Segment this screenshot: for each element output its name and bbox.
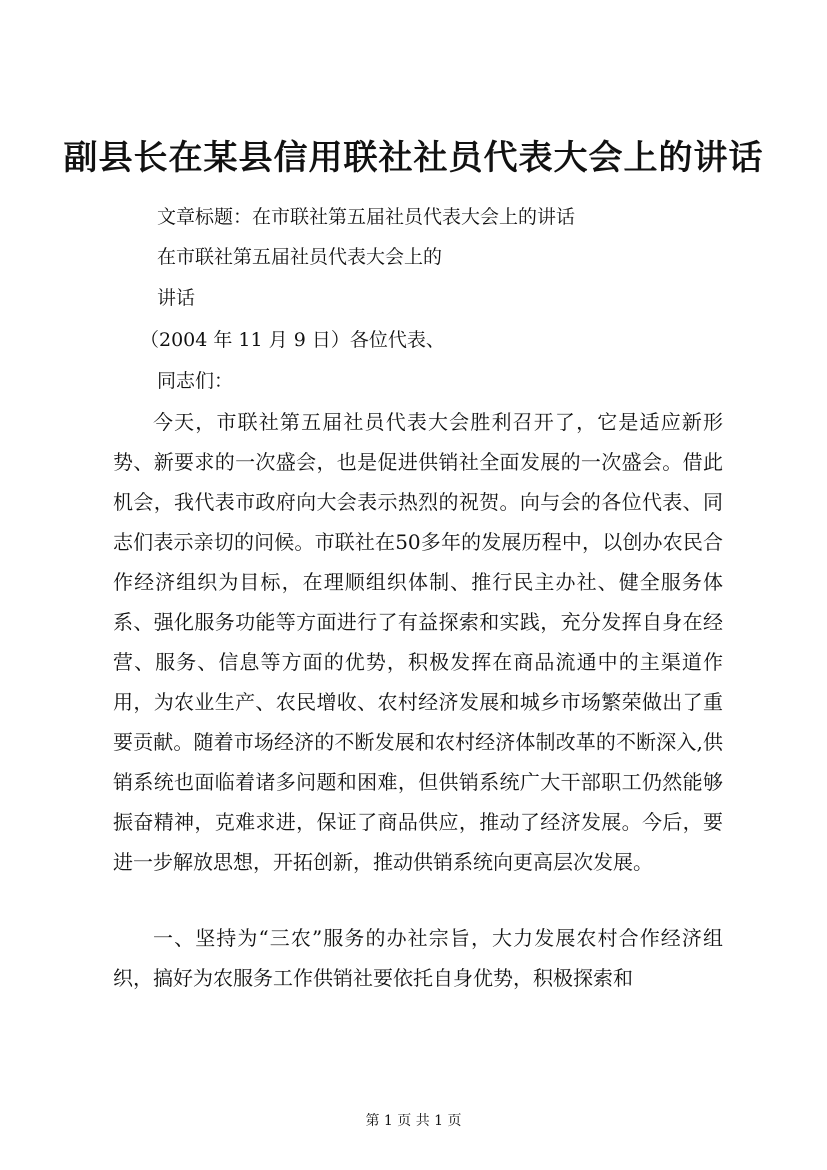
article-title-line: 文章标题：在市联社第五届社员代表大会上的讲话 — [157, 206, 576, 228]
page-footer: 第 1 页 共 1 页 — [365, 1113, 462, 1129]
body-paragraph: 一、坚持为“三农”服务的办社宗旨，大力发展农村合作经济组织，搞好为农服务工作供销社要依托自身优势，积极探索和 — [113, 926, 723, 990]
document-title: 副县长在某县信用联社社员代表大会上的讲话 — [63, 138, 764, 178]
salutation-line: 同志们： — [157, 370, 234, 392]
speech-heading-line-1: 在市联社第五届社员代表大会上的 — [157, 246, 443, 268]
date-greeting-line: （2004 年 11 月 9 日）各位代表、 — [140, 329, 445, 351]
speech-heading-line-2: 讲话 — [157, 287, 196, 309]
body-paragraph: 今天，市联社第五届社员代表大会胜利召开了，它是适应新形势、新要求的一次盛会，也是促进供销社全面发展的一次盛会。借此机会，我代表市政府向大会表示热烈的祝贺。向与会的各位代表、同志们表示亲切的问候。市联社在50多年的发展历程中，以创办农民合作经济组织为目标，在理顺组织体制、推行民主办社、健全服务体系、强化服务功能等方面进行了有益探索和实践，充分发挥自身在经营、服务、信息等方面的优势，积极发挥在商品流通中的主渠道作用，为农业生产、农民增收、农村经济发展和城乡市场繁荣做出了重要贡献。随着市场经济的不断发展和农村经济体制改革的不断深入,供销系统也面临着诸多问题和困难，但供销系统广大干部职工仍然能够振奋精神，克难求进，保证了商品供应，推动了经济发展。今后，要进一步解放思想，开拓创新，推动供销系统向更高层次发展。 — [113, 410, 723, 874]
